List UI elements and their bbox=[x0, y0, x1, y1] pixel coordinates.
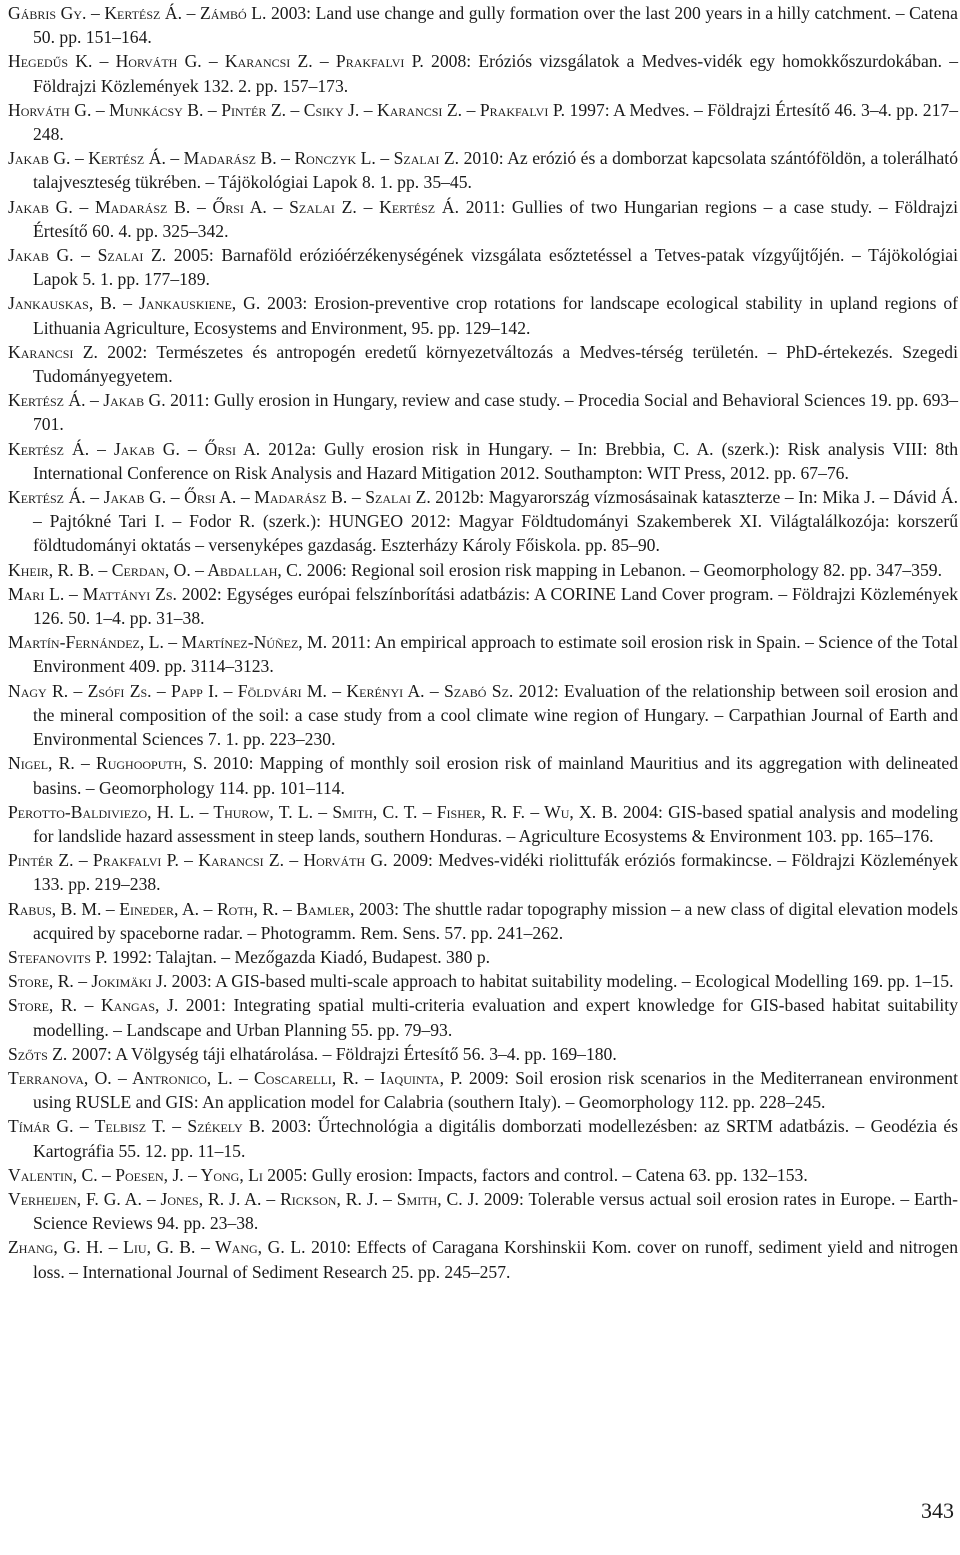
reference-authors: Kertész Á. – Jakab G. bbox=[8, 390, 166, 411]
reference-authors: Hegedűs K. – Horváth G. – Karancsi Z. – Prakfalvi P. bbox=[8, 51, 424, 72]
reference-entry bbox=[8, 98, 958, 146]
reference-entry bbox=[8, 679, 958, 752]
reference-details: 2005: Barnaföld erózióérzékenységének vizsgálata esőztetéssel a Tetves-patak vízgyűjtőjén. – Tájökológiai Lapok 5. 1. pp. 177–189. bbox=[33, 245, 958, 290]
page-number: 343 bbox=[921, 1498, 954, 1523]
reference-authors: Store, R. – Kangas, J. bbox=[8, 995, 179, 1016]
reference-details: 2009: Soil erosion risk scenarios in the Mediterranean environment using RUSLE and GIS: An application model for Calabria (southern Italy). – Geomorphology 112. pp. 228–245. bbox=[33, 1067, 958, 1113]
reference-entry bbox=[8, 195, 958, 243]
reference-details: 2004: GIS-based spatial analysis and modeling for landslide hazard assessment in steep lands, southern Honduras. – Agriculture Ecosystems & Environment 103. pp. 165–176. bbox=[33, 801, 958, 846]
reference-details: 2003: The shuttle radar topography mission – a new class of digital elevation models acquired by spaceborne radar. – Photogramm. Rem. Sens. 57. pp. 241–262. bbox=[33, 898, 959, 943]
reference-details: 2003: A GIS-based multi-scale approach to habitat suitability modeling. – Ecological Modelling 169. pp. 1–15. bbox=[167, 971, 954, 992]
reference-authors: Rabus, B. M. – Eineder, A. – Roth, R. – Bamler, bbox=[8, 898, 355, 919]
reference-details: 2010: Mapping of monthly soil erosion risk of mainland Mauritius and its aggregation with delineated basins. – Geomorphology 114. pp. 101–114. bbox=[33, 753, 959, 798]
reference-authors: Perotto-Baldiviezo, H. L. – Thurow, T. L. – Smith, C. T. – Fisher, R. F. – Wu, X. B. bbox=[8, 801, 618, 822]
reference-authors: Tímár G. – Telbisz T. – Székely B. bbox=[8, 1116, 266, 1137]
reference-details: 2008: Eróziós vizsgálatok a Medves-vidék egy homokkőszurdokában. – Földrajzi Közlemények 132. 2. pp. 157–173. bbox=[33, 51, 958, 96]
reference-details: 2012b: Magyarország vízmosásainak kataszterze – In: Mika J. – Dávid Á. – Pajtókné Tari I. – Fodor R. (szerk.): HUNGEO 2012: Magyar Földtudományi Szakemberek XI. Világtalálkozója: korszerű földtudományi oktatás – versenyképes gazdaság. Eszterházy Károly Főiskola. pp. 85–90. bbox=[33, 487, 958, 556]
reference-entry bbox=[8, 1163, 958, 1187]
reference-authors: Martín-Fernández, L. – Martínez-Núñez, M. bbox=[8, 632, 328, 653]
reference-entry bbox=[8, 848, 958, 896]
reference-entry bbox=[8, 1114, 958, 1162]
reference-list bbox=[8, 1, 958, 1284]
reference-details: 2012: Evaluation of the relationship between soil erosion and the mineral composition of the soil: a case study from a cool climate wine region of Hungary. – Carpathian Journal of Earth and Environmental Sciences 7. 1. pp. 223–230. bbox=[33, 680, 958, 750]
reference-authors: Kheir, R. B. – Cerdan, O. – Abdallah, C. bbox=[8, 559, 303, 580]
reference-authors: Karancsi Z. bbox=[8, 341, 98, 362]
reference-authors: Mari L. – Mattányi Zs. bbox=[8, 583, 177, 604]
reference-entry bbox=[8, 243, 958, 291]
reference-entry bbox=[8, 485, 958, 558]
reference-details: 2002: Természetes és antropogén eredetű környezetváltozás a Medves-térség területén. – PhD-értekezés. Szegedi Tudományegyetem. bbox=[33, 341, 958, 387]
reference-details: 2010: Effects of Caragana Korshinskii Kom. cover on runoff, sediment yield and nitrogen loss. – International Journal of Sediment Research 25. pp. 245–257. bbox=[33, 1237, 958, 1282]
reference-authors: Stefanovits P. bbox=[8, 946, 108, 967]
reference-entry bbox=[8, 1, 958, 49]
reference-details: 2011: Gullies of two Hungarian regions – a case study. – Földrajzi Értesítő 60. 4. pp. 325–342. bbox=[33, 196, 958, 241]
reference-entry bbox=[8, 582, 958, 630]
reference-authors: Valentin, C. – Poesen, J. – Yong, Li bbox=[8, 1164, 263, 1185]
reference-authors: Gábris Gy. – Kertész Á. – Zámbó L. bbox=[8, 3, 267, 23]
reference-entry bbox=[8, 437, 958, 485]
reference-entry bbox=[8, 49, 958, 97]
reference-details: 2009: Medves-vidéki riolittufák eróziós formakincse. – Földrajzi Közlemények 133. pp. 219–238. bbox=[33, 850, 958, 895]
reference-authors: Nigel, R. – Rughooputh, S. bbox=[8, 753, 208, 774]
reference-details: 2007: A Völgység táji elhatárolása. – Földrajzi Értesítő 56. 3–4. pp. 169–180. bbox=[67, 1043, 617, 1064]
reference-entry bbox=[8, 1042, 958, 1066]
reference-authors: Jakab G. – Kertész Á. – Madarász B. – Ronczyk L. – Szalai Z. bbox=[8, 148, 460, 169]
reference-authors: Kertész Á. – Jakab G. – Őrsi A. bbox=[8, 438, 261, 459]
reference-authors: Terranova, O. – Antronico, L. – Coscarelli, R. – Iaquinta, P. bbox=[8, 1067, 463, 1088]
reference-entry bbox=[8, 1187, 958, 1235]
reference-authors: Jakab G. – Madarász B. – Őrsi A. – Szalai Z. – Kertész Á. bbox=[8, 196, 459, 217]
reference-authors: Horváth G. – Munkácsy B. – Pintér Z. – Csiky J. – Karancsi Z. – Prakfalvi P. bbox=[8, 99, 566, 120]
reference-entry bbox=[8, 993, 958, 1041]
reference-authors: Kertész Á. – Jakab G. – Őrsi A. – Madarász B. – Szalai Z. bbox=[8, 487, 431, 508]
reference-details: 2003: Űrtechnológia a digitális domborzati modellezésben: az SRTM adatbázis. – Geodézia és Kartográfia 55. 12. pp. 11–15. bbox=[33, 1116, 958, 1161]
reference-authors: Nagy R. – Zsófi Zs. – Papp I. – Földvári M. – Kerényi A. – Szabó Sz. bbox=[8, 680, 514, 701]
reference-entry bbox=[8, 146, 958, 194]
reference-details: 2011: An empirical approach to estimate soil erosion risk in Spain. – Science of the Total Environment 409. pp. 3114–3123. bbox=[33, 632, 958, 677]
reference-details: 2009: Tolerable versus actual soil erosion rates in Europe. – Earth-Science Reviews 94. pp. 23–38. bbox=[33, 1188, 959, 1234]
reference-details: 1992: Talajtan. – Mezőgazda Kiadó, Budapest. 380 p. bbox=[107, 946, 491, 967]
reference-entry bbox=[8, 388, 958, 436]
reference-entry bbox=[8, 751, 958, 799]
reference-details: 2010: Az erózió és a domborzat kapcsolata szántóföldön, a tolerálható talajveszteség tükrében. – Tájökológiai Lapok 8. 1. pp. 35–45. bbox=[33, 148, 958, 193]
reference-authors: Jakab G. – Szalai Z. bbox=[8, 245, 167, 266]
reference-entry bbox=[8, 800, 958, 848]
reference-details: 1997: A Medves. – Földrajzi Értesítő 46. 3–4. pp. 217–248. bbox=[33, 99, 958, 145]
reference-authors: Pintér Z. – Prakfalvi P. – Karancsi Z. – Horváth G. bbox=[8, 850, 388, 871]
reference-entry bbox=[8, 340, 958, 388]
reference-authors: Verheijen, F. G. A. – Jones, R. J. A. – Rickson, R. J. – Smith, C. J. bbox=[8, 1188, 479, 1209]
reference-details: 2005: Gully erosion: Impacts, factors and control. – Catena 63. pp. 132–153. bbox=[262, 1164, 808, 1185]
reference-entry bbox=[8, 969, 958, 993]
reference-entry bbox=[8, 897, 958, 945]
reference-authors: Zhang, G. H. – Liu, G. B. – Wang, G. L. bbox=[8, 1237, 306, 1258]
reference-details: 2012a: Gully erosion risk in Hungary. – In: Brebbia, C. A. (szerk.): Risk analysis VIII: 8th International Conference on Risk Analysis and Hazard Mitigation 2012. Southampton: WIT Press, 2012. pp. 67–76. bbox=[33, 438, 958, 483]
reference-entry bbox=[8, 630, 958, 678]
reference-details: 2003: Erosion-preventive crop rotations for landscape ecological stability in upland regions of Lithuania Agriculture, Ecosystems and Environment, 95. pp. 129–142. bbox=[33, 293, 959, 338]
reference-entry bbox=[8, 945, 958, 969]
reference-entry bbox=[8, 1235, 958, 1283]
reference-details: 2001: Integrating spatial multi-criteria evaluation and expert knowledge for GIS-based habitat suitability modelling. – Landscape and Urban Planning 55. pp. 79–93. bbox=[33, 995, 958, 1040]
reference-authors: Jankauskas, B. – Jankauskiene, G. bbox=[8, 293, 261, 314]
reference-entry bbox=[8, 558, 958, 582]
reference-details: 2002: Egységes európai felszínborítási adatbázis: A CORINE Land Cover program. – Földrajzi Közlemények 126. 50. 1–4. pp. 31–38. bbox=[33, 583, 958, 629]
reference-details: 2006: Regional soil erosion risk mapping in Lebanon. – Geomorphology 82. pp. 347–359. bbox=[302, 559, 942, 580]
reference-entry bbox=[8, 291, 958, 339]
reference-details: 2011: Gully erosion in Hungary, review and case study. – Procedia Social and Behavioral Sciences 19. pp. 693–701. bbox=[33, 390, 958, 435]
reference-details: 2003: Land use change and gully formation over the last 200 years in a hilly catchment. – Catena 50. pp. 151–164. bbox=[33, 3, 958, 48]
reference-authors: Szőts Z. bbox=[8, 1043, 68, 1064]
reference-entry bbox=[8, 1066, 958, 1114]
reference-authors: Store, R. – Jokimäki J. bbox=[8, 971, 168, 992]
